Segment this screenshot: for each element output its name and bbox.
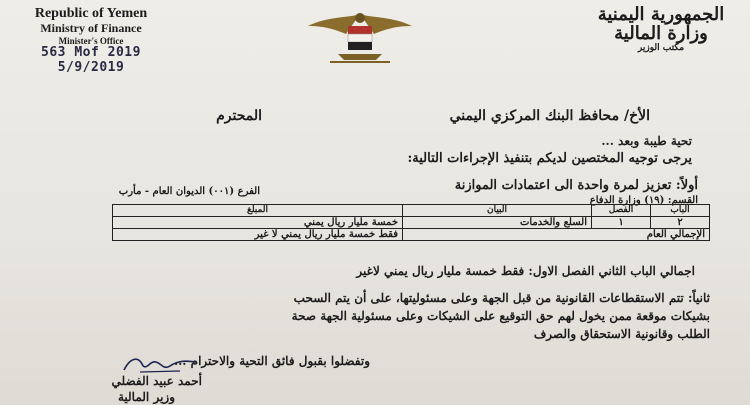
english-letterhead [6, 6, 176, 76]
letterhead-republic: Republic of Yemen [34, 6, 148, 21]
table-header-row [113, 205, 710, 217]
header-section: الفصل [592, 205, 651, 217]
header-amount: المبلغ [113, 205, 403, 217]
cell-section: ١ [592, 217, 651, 229]
header-chapter: الباب [651, 205, 710, 217]
request-line: يرجى توجيه المختصين لديكم بتنفيذ الإجراءات التالية: [407, 151, 692, 166]
cell-chapter: ٢ [651, 217, 710, 229]
table-row [113, 217, 710, 229]
total-label: الإجمالي العام [403, 229, 710, 241]
chapter-total: اجمالي الباب الثاني الفصل الاول: فقط خمسة مليار ريال يمني لاغير [356, 264, 695, 278]
arabic-letterhead [586, 6, 736, 53]
total-value: فقط خمسة مليار ريال يمني لا غير [113, 229, 403, 241]
addressee: الأخ/ محافظ البنك المركزي اليمني [449, 108, 650, 124]
letterhead-republic-ar: الجمهورية اليمنية [597, 4, 725, 25]
honorific: المحترم [216, 108, 262, 124]
second-item-line1: ثانياً: تتم الاستقطاعات القانونية من قبل الجهة وعلى مسئوليتها، على أن يتم السحب [293, 291, 710, 305]
letterhead-ministry-ar: وزارة المالية [614, 22, 708, 44]
greeting: تحية طيبة وبعد ... [601, 134, 692, 148]
signature-scribble [120, 352, 200, 376]
program-line: الفرع (٠٠١) الديوان العام - مأرب [118, 186, 260, 197]
signer-name: أحمد عبيد الفضلي [111, 374, 202, 388]
letterhead-office: Minister's Office [58, 35, 124, 46]
yemen-eagle-emblem [300, 8, 420, 72]
signer-title: وزير المالية [117, 390, 175, 404]
second-item-line2: بشيكات موقعة ممن يخول لهم حق التوقيع على الشيكات وعلى مسئولية الجهة صحة [291, 309, 710, 323]
first-item: أولاً: تعزيز لمرة واحدة الى اعتمادات الموازنة [454, 178, 698, 193]
reference-number: 563 Mof 2019 [41, 45, 141, 61]
cell-amount: خمسة مليار ريال يمني [113, 217, 403, 229]
budget-table [112, 204, 710, 241]
section-line: القسم: (١٩) وزارة الدفاع [589, 195, 698, 206]
table-total-row [113, 229, 710, 241]
cell-description: السلع والخدمات [403, 217, 592, 229]
letterhead-ministry: Ministry of Finance [40, 21, 142, 36]
second-item-line3: الطلب وقانونية الاستحقاق والصرف [533, 327, 710, 341]
letter-date: 5/9/2019 [57, 60, 125, 76]
letterhead-office-ar: مكتب الوزير [637, 42, 685, 53]
closing-line: وتفضلوا بقبول فائق التحية والاحترام ... [173, 354, 370, 368]
header-description: البيان [403, 205, 592, 217]
